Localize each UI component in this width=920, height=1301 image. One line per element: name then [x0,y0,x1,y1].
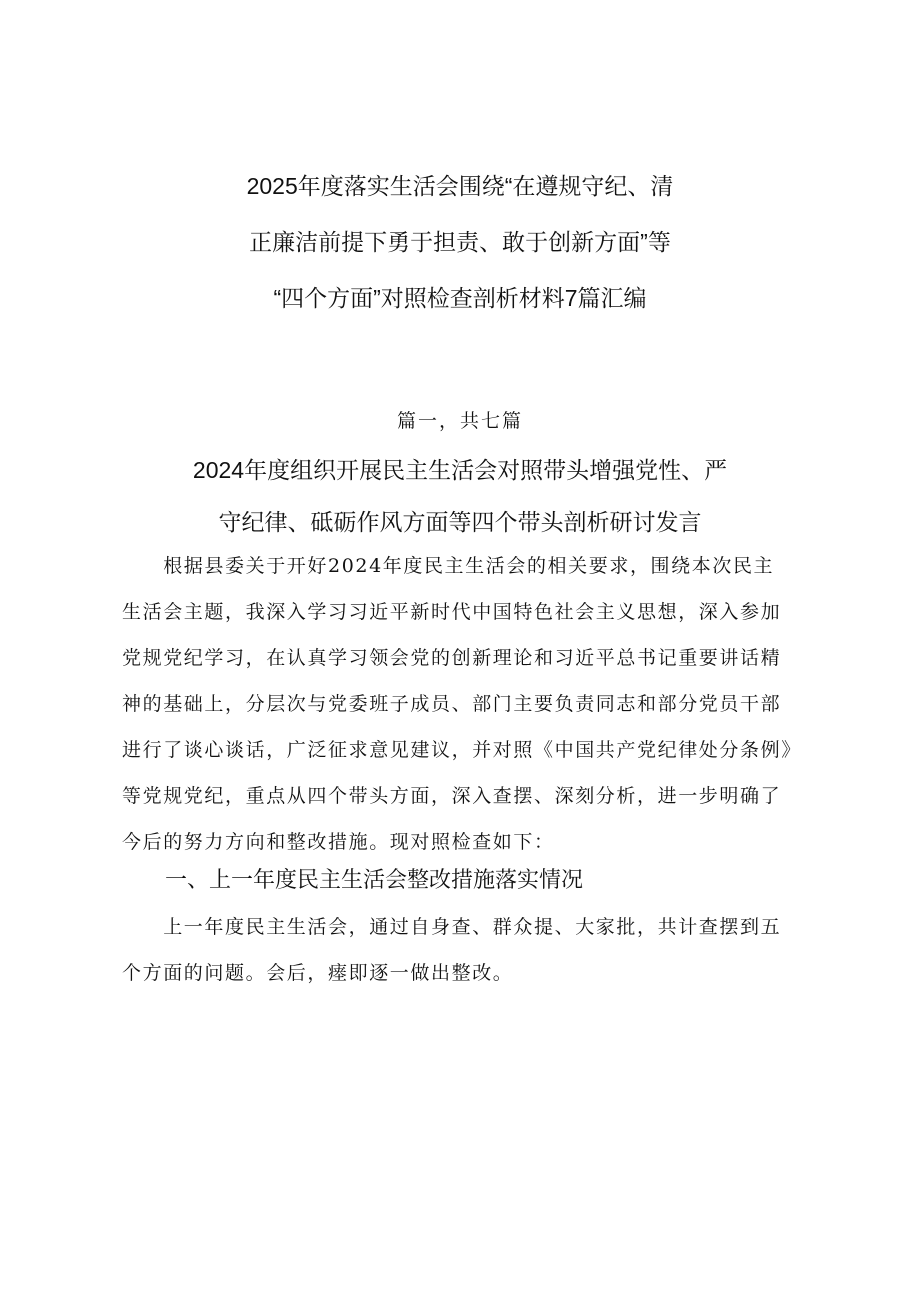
article-title-line: 2024年度组织开展民主生活会对照带头增强党性、严 [192,457,728,483]
document-title-line: 正廉洁前提下勇于担责、敢于创新方面”等 [249,229,671,255]
paragraph-line: 根据县委关于开好2024年度民主生活会的相关要求，围绕本次民主 [122,555,775,577]
article-number: 篇一，共七篇 [396,410,523,432]
paragraph-line: 生活会主题，我深入学习习近平新时代中国特色社会主义思想，深入参加 [122,601,782,623]
article-title [110,444,810,548]
article-title-line: 守纪律、砥砺作风方面等四个带头剖析研讨发言 [218,509,702,535]
paragraph-line: 上一年度民主生活会，通过自身查、群众提、大家批，共计查摆到五 [122,916,782,938]
document-title-line: “四个方面”对照检查剖析材料7篇汇编 [273,285,647,311]
paragraph-line: 神的基础上，分层次与党委班子成员、部门主要负责同志和部分党员干部 [122,693,782,715]
section-heading: 一、上一年度民主生活会整改措施落实情况 [165,867,584,892]
paragraph-line: 进行了谈心谈话，广泛征求意见建议，并对照《中国共产党纪律处分条例》 [122,739,802,761]
paragraph-line: 个方面的问题。会后，瘗即逐一做出整改。 [122,962,514,984]
section-paragraph [122,904,812,996]
intro-paragraph [122,543,812,865]
document-title-line: 2025年度落实生活会围绕“在遵规守纪、清 [246,173,674,199]
document-title [110,158,810,326]
paragraph-line: 今后的努力方向和整改措施。现对照检查如下： [122,831,555,853]
paragraph-line: 党规党纪学习，在认真学习领会党的创新理论和习近平总书记重要讲话精 [122,647,782,669]
paragraph-line: 等党规党纪，重点从四个带头方面，深入查摆、深刻分析，进一步明确了 [122,785,782,807]
